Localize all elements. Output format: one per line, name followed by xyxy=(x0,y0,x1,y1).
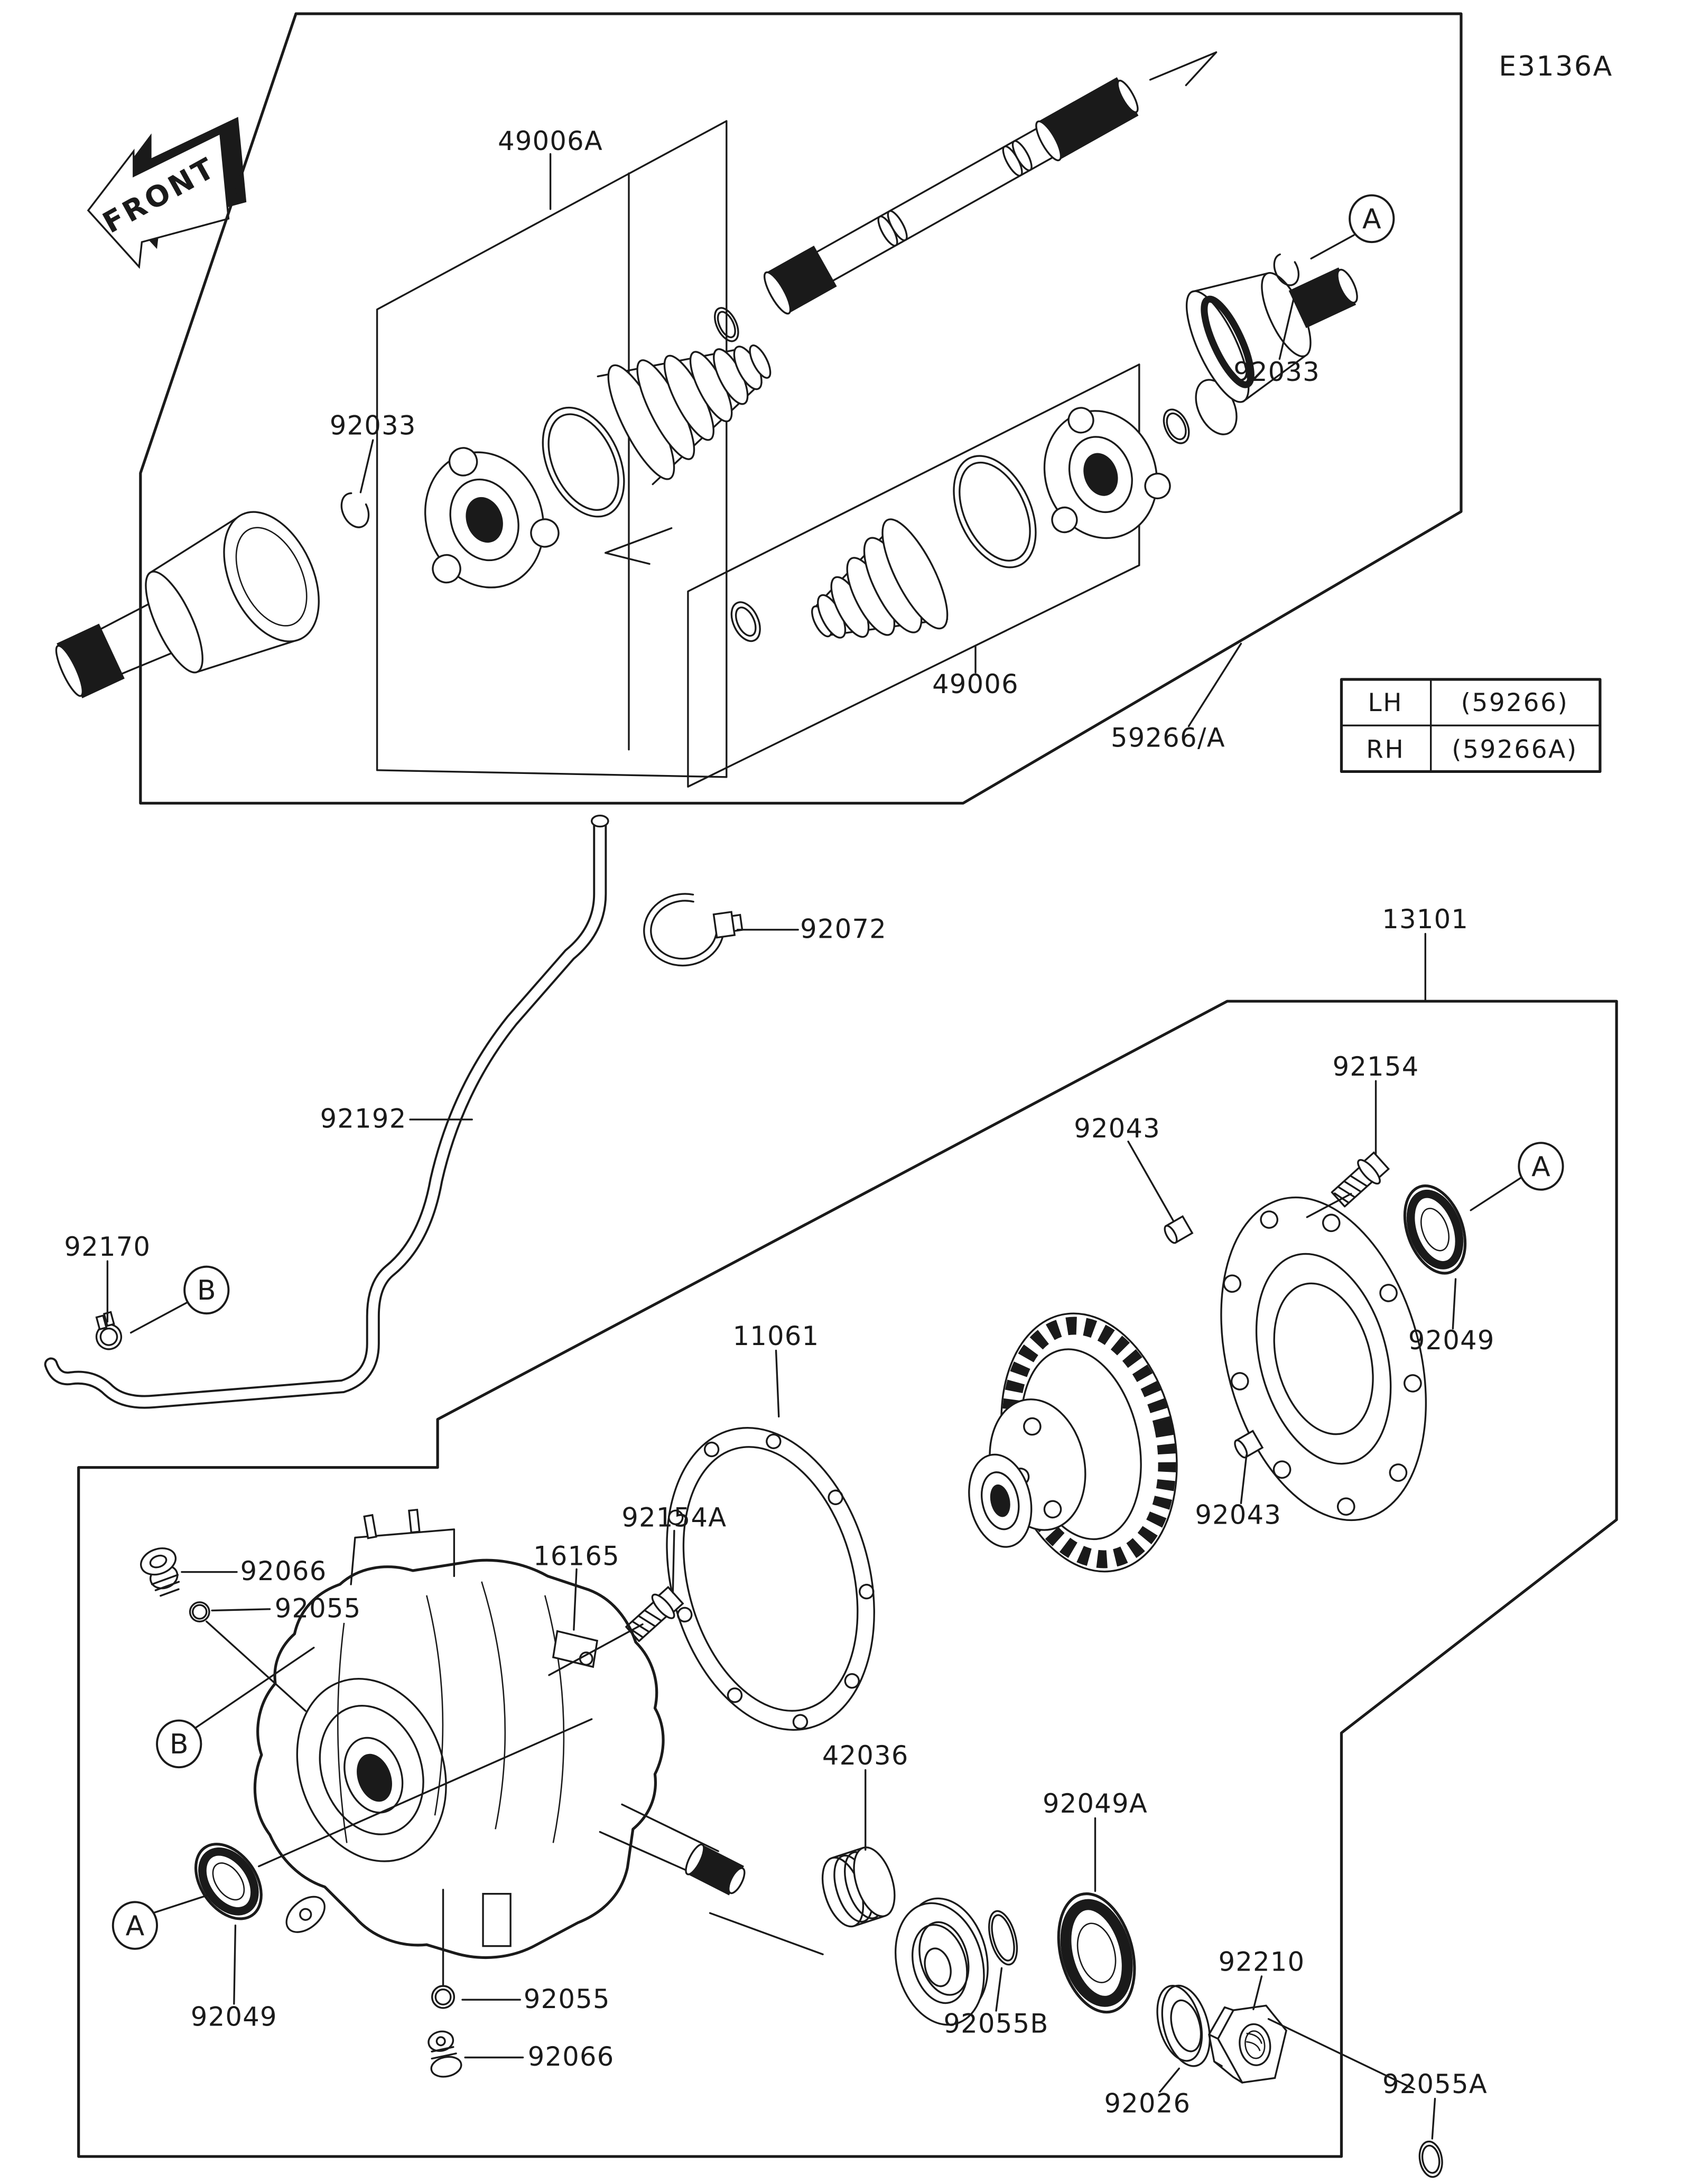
part-callout-92049-right: 92049 xyxy=(1408,1324,1495,1356)
ring-92055B xyxy=(984,1908,1022,1968)
svg-text:B: B xyxy=(197,1275,216,1307)
reference-circle-b-4 xyxy=(157,1721,201,1768)
part-callout-92033-right: 92033 xyxy=(1233,357,1321,388)
part-callout-16165: 16165 xyxy=(533,1541,620,1572)
oring-92055A xyxy=(1417,2140,1445,2179)
part-callout-92066-top: 92066 xyxy=(240,1556,327,1587)
reference-circle-b-3 xyxy=(184,1267,228,1314)
leader-lines xyxy=(107,154,1521,2139)
svg-text:B: B xyxy=(169,1729,189,1761)
washer-92026 xyxy=(1150,1979,1218,2073)
front-sign-label: FRONT xyxy=(97,150,222,240)
stopper-ring-rear xyxy=(1159,406,1194,447)
part-callout-92049A: 92049A xyxy=(1043,1788,1148,1819)
cover-plate-drawing xyxy=(1188,1174,1460,1543)
collar-42036 xyxy=(815,1842,903,1931)
bolt-92154A xyxy=(622,1584,686,1645)
dowel-pin-top xyxy=(1163,1216,1193,1245)
cv-boot-rear xyxy=(788,511,959,678)
part-callout-92043-bottom: 92043 xyxy=(1195,1499,1282,1530)
part-callout-92026: 92026 xyxy=(1104,2088,1191,2119)
part-callout-92170: 92170 xyxy=(64,1231,151,1262)
reference-circle-a-2 xyxy=(113,1902,157,1949)
svg-text:A: A xyxy=(125,1910,145,1942)
plug-92066-bottom xyxy=(424,2029,463,2079)
oring-92055-top xyxy=(190,1602,209,1621)
variant-rh-side: RH xyxy=(1366,735,1405,764)
outboard-joint-drawing xyxy=(34,497,338,736)
nut-92210 xyxy=(1205,1999,1293,2086)
part-callout-49006: 49006 xyxy=(932,669,1019,700)
diagram-code: E3136A xyxy=(1499,51,1613,83)
final-drive-assembly-drawing xyxy=(137,1150,1476,2179)
axle-shaft-drawing xyxy=(760,73,1144,317)
part-callout-92049-bottom: 92049 xyxy=(190,2001,277,2032)
part-callout-92154A: 92154A xyxy=(621,1502,727,1533)
part-callout-92055A: 92055A xyxy=(1382,2069,1488,2100)
front-direction-sign xyxy=(88,117,246,267)
gasket-11061-drawing xyxy=(635,1404,906,1753)
part-callout-92154: 92154 xyxy=(1332,1051,1419,1082)
boot-band-large-rear xyxy=(937,443,1052,580)
svg-text:A: A xyxy=(1531,1151,1550,1183)
circlip-92033-left xyxy=(336,489,374,531)
plug-92066-top xyxy=(137,1544,187,1599)
part-callout-42036: 42036 xyxy=(822,1740,909,1771)
reference-circle-a-0 xyxy=(1350,195,1393,242)
part-callout-92055-top: 92055 xyxy=(274,1593,361,1624)
part-callout-49006A: 49006A xyxy=(498,125,603,156)
part-callout-92033-left: 92033 xyxy=(329,410,416,441)
oil-seal-92049-left xyxy=(182,1832,275,1931)
hose-clamp-92072 xyxy=(639,886,746,971)
assembly-arrow-top xyxy=(1150,52,1216,85)
variant-lh-part: (59266) xyxy=(1461,688,1569,717)
part-callout-92055B: 92055B xyxy=(943,2008,1049,2039)
part-callout-59266-A: 59266/A xyxy=(1111,722,1225,753)
boot-band-small-rear xyxy=(726,598,766,646)
variant-table xyxy=(1341,679,1600,771)
oring-92055-bottom xyxy=(432,1986,454,2008)
driveshaft-kit-box xyxy=(141,14,1461,803)
callout-layer xyxy=(64,126,1494,2119)
svg-text:A: A xyxy=(1362,203,1381,236)
oil-seal-92049-right xyxy=(1393,1178,1476,1282)
part-callout-92055-bottom: 92055 xyxy=(523,1983,610,2014)
assembly-arrow-mid xyxy=(606,528,672,564)
part-callout-13101: 13101 xyxy=(1382,904,1469,935)
variant-rh-part: (59266A) xyxy=(1452,735,1578,764)
part-callout-92043-top: 92043 xyxy=(1074,1113,1161,1144)
hose-end-cap xyxy=(592,816,608,827)
gear-case-drawing xyxy=(255,1510,749,1958)
part-callout-92192: 92192 xyxy=(320,1103,407,1134)
differential-gear-drawing xyxy=(935,1297,1200,1597)
oil-seal-92049A xyxy=(1046,1885,1147,2020)
part-callout-92072: 92072 xyxy=(800,913,887,945)
part-callout-92066-bottom: 92066 xyxy=(527,2041,615,2073)
part-callout-11061: 11061 xyxy=(732,1321,820,1352)
cv-boot-front xyxy=(597,302,795,487)
part-callout-92210: 92210 xyxy=(1218,1946,1305,1977)
reference-circle-a-1 xyxy=(1519,1143,1563,1190)
variant-lh-side: LH xyxy=(1368,688,1404,717)
